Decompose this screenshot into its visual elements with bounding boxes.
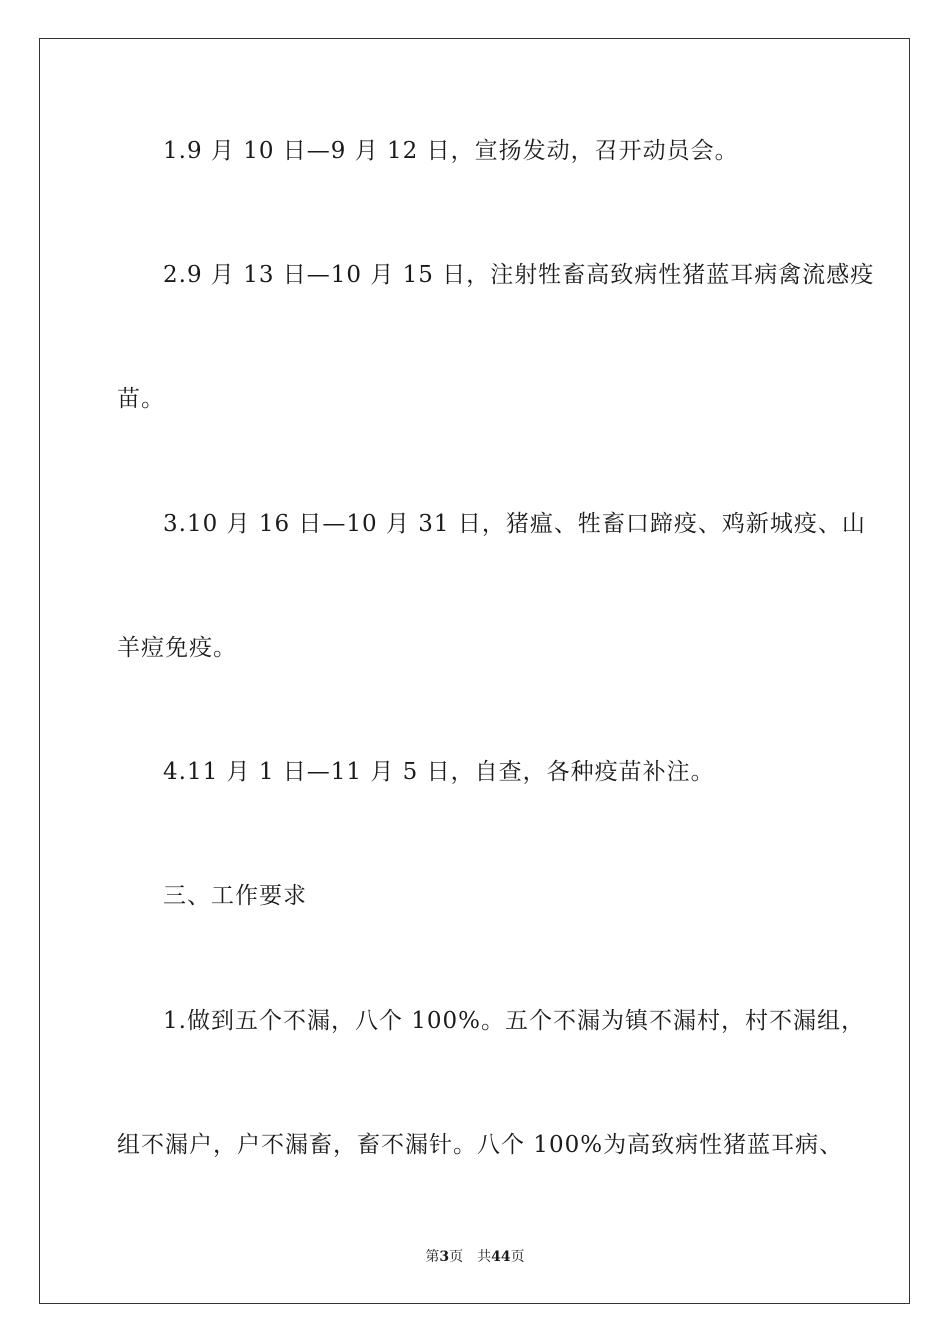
schedule-item-4: 4.11 月 1 日—11 月 5 日，自查，各种疫苗补注。 <box>163 759 715 785</box>
schedule-item-1: 1.9 月 10 日—9 月 12 日，宣扬发动，召开动员会。 <box>163 138 739 164</box>
footer-total-suffix: 页 <box>510 1249 525 1265</box>
footer-page-prefix: 第 <box>425 1249 440 1265</box>
footer-total-pages: 44 <box>491 1249 511 1265</box>
footer-total-prefix: 共 <box>477 1249 492 1265</box>
schedule-item-3-continued: 羊痘免疫。 <box>117 635 237 661</box>
schedule-item-3: 3.10 月 16 日—10 月 31 日，猪瘟、牲畜口蹄疫、鸡新城疫、山 <box>163 511 866 537</box>
section-heading-work-requirements: 三、工作要求 <box>163 883 307 909</box>
requirement-item-1: 1.做到五个不漏，八个 100%。五个不漏为镇不漏村，村不漏组， <box>163 1008 866 1034</box>
requirement-item-1-continued: 组不漏户，户不漏畜，畜不漏针。八个 100%为高致病性猪蓝耳病、 <box>117 1132 844 1158</box>
schedule-item-2: 2.9 月 13 日—10 月 15 日，注射牲畜高致病性猪蓝耳病禽流感疫 <box>163 262 875 288</box>
footer-page-suffix: 页 <box>449 1249 464 1265</box>
schedule-item-2-continued: 苗。 <box>117 386 165 412</box>
page-frame <box>39 38 910 1304</box>
footer-page-number: 3 <box>439 1249 450 1265</box>
page-footer <box>0 1247 950 1267</box>
